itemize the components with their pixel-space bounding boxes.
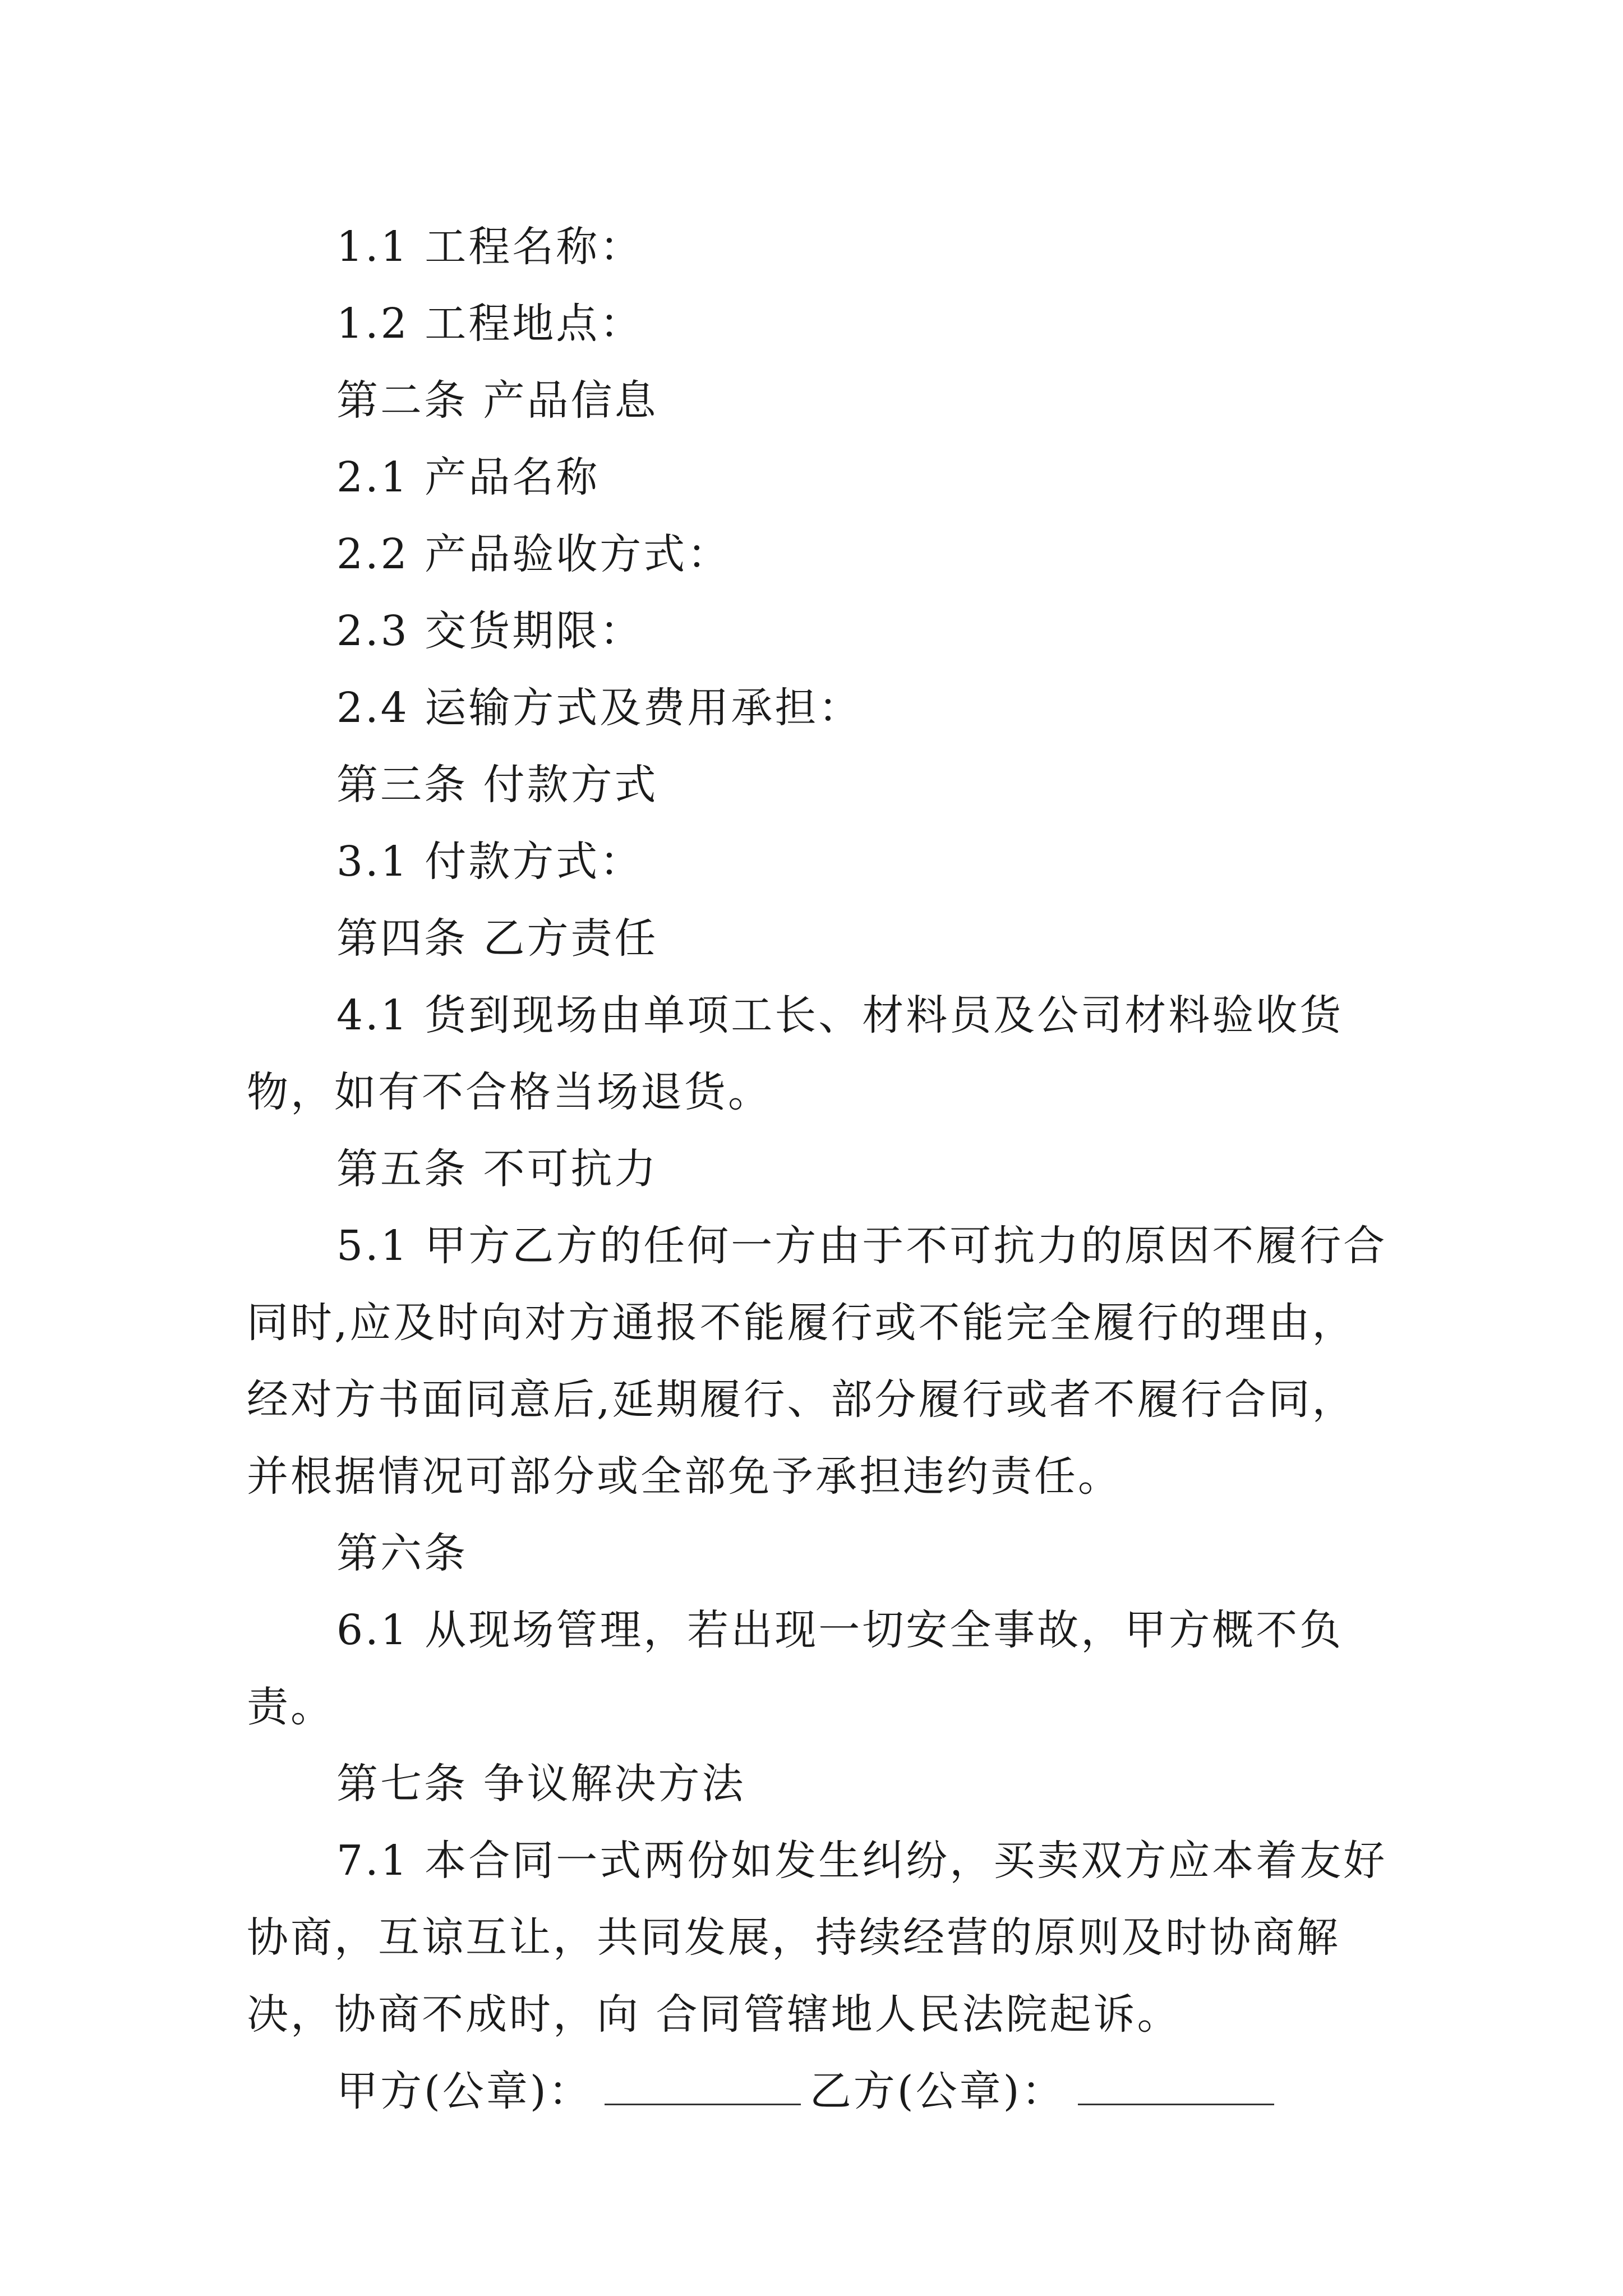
article-2-heading: 第二条 产品信息 bbox=[336, 376, 658, 425]
article-3-heading: 第三条 付款方式 bbox=[336, 761, 658, 809]
clause-1-2-project-location: 1.2 工程地点： bbox=[336, 300, 644, 348]
article-4-heading: 第四条 乙方责任 bbox=[336, 914, 658, 963]
article-5-heading: 第五条 不可抗力 bbox=[336, 1145, 658, 1193]
clause-2-1-product-name: 2.1 产品名称 bbox=[336, 453, 600, 501]
clause-2-4-transport-cost: 2.4 运输方式及费用承担： bbox=[336, 684, 863, 732]
clause-2-3-delivery-period: 2.3 交货期限： bbox=[336, 607, 644, 655]
party-a-seal-blank bbox=[605, 2070, 801, 2105]
clause-4-1-inspection: 4.1 货到现场由单项工长、材料员及公司材料验收货物，如有不合格当场退货。 bbox=[247, 991, 1344, 1116]
signature-line bbox=[247, 2053, 1391, 2130]
party-b-seal-blank bbox=[1078, 2070, 1274, 2105]
article-6-heading: 第六条 bbox=[336, 1529, 468, 1577]
article-7-heading: 第七条 争议解决方法 bbox=[336, 1760, 746, 1808]
contract-body bbox=[247, 209, 1391, 2130]
clause-3-1-payment-method: 3.1 付款方式： bbox=[336, 838, 644, 886]
party-b-seal-label: 乙方(公章)： bbox=[809, 2067, 1066, 2115]
clause-7-1-dispute-resolution: 7.1 本合同一式两份如发生纠纷，买卖双方应本着友好协商，互谅互让，共同发展，持续经营的原则及时协商解决，协商不成时，向 合同管辖地人民法院起诉。 bbox=[247, 1837, 1387, 2039]
party-a-seal-label: 甲方(公章)： bbox=[336, 2067, 592, 2115]
clause-1-1-project-name: 1.1 工程名称： bbox=[336, 223, 644, 271]
clause-2-2-acceptance-method: 2.2 产品验收方式： bbox=[336, 530, 731, 578]
clause-5-1-force-majeure: 5.1 甲方乙方的任何一方由于不可抗力的原因不履行合同时,应及时向对方通报不能履行或不能完全履行的理由，经对方书面同意后,延期履行、部分履行或者不履行合同，并根据情况可部分或全部免予承担违约责任。 bbox=[247, 1222, 1387, 1501]
clause-6-1-site-safety: 6.1 从现场管理，若出现一切安全事故，甲方概不负责。 bbox=[247, 1606, 1344, 1731]
